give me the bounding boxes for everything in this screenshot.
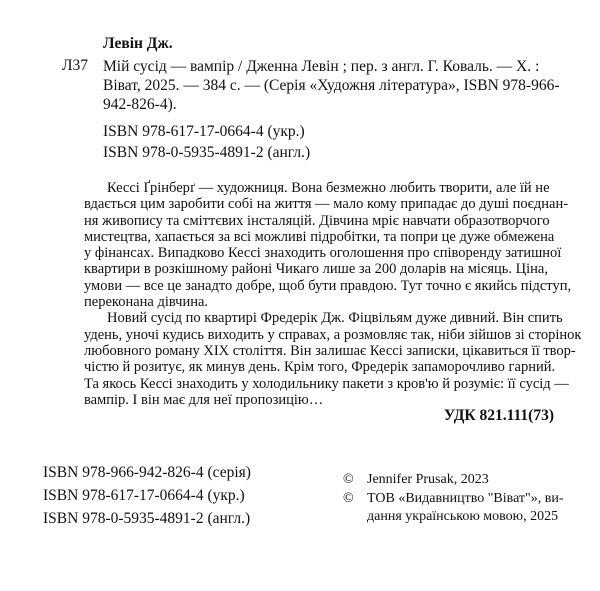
isbn-list-bottom: [43, 461, 251, 530]
annotation: [84, 180, 582, 408]
annotation-line: Новий сусід по квартирі Фредерік Дж. Фіцвільям дуже дивний. Він спить: [107, 310, 563, 327]
annotation-line: у фінансах. Випадково Кессі знаходить оголошення про співоренду затишної: [84, 245, 562, 262]
bib-line: 942-826-4).: [103, 96, 177, 113]
author-heading: Левін Дж.: [103, 35, 173, 52]
publisher-copyright: [343, 490, 568, 527]
udk-code: УДК 821.111(73): [443, 407, 554, 424]
author-copyright-text: Jennifer Prusak, 2023: [367, 472, 489, 487]
copyright-icon: ©: [343, 490, 354, 506]
annotation-line: любовного роману XIX століття. Він залишає Кессі записки, цікавиться її твор-: [84, 342, 576, 359]
annotation-line: удень, уночі кудись виходить у справах, а розмовляє так, ніби зійшов зі сторінок: [84, 326, 582, 343]
shelf-code: Л37: [62, 57, 89, 74]
copyright-icon: ©: [343, 472, 354, 487]
annotation-line: умови — все це занадто добре, щоб бути правдою. Тут точно є якийсь підступ,: [84, 277, 572, 294]
bib-line: Віват, 2025. — 384 с. — (Серія «Художня література», ISBN 978-966-: [103, 77, 560, 94]
isbn-eng: ISBN 978-0-5935-4891-2 (англ.): [103, 144, 311, 161]
annotation-line: Та якось Кессі знаходить у холодильнику пакети з кров'ю й розуміє: її сусід —: [84, 375, 569, 392]
annotation-line: мистецтва, хапається за всі можливі підробітки, та попри це дуже обмежена: [84, 228, 555, 245]
isbn-series: ISBN 978-966-942-826-4 (серія): [43, 464, 251, 481]
annotation-line: переконана дівчина.: [84, 294, 209, 311]
copyright-block: [343, 471, 568, 527]
annotation-line: квартири в розкішному районі Чикаго лише за 200 доларів на місяць. Ціна,: [84, 261, 548, 278]
isbn-eng: ISBN 978-0-5935-4891-2 (англ.): [43, 510, 251, 527]
isbn-ukr: ISBN 978-617-17-0664-4 (укр.): [103, 123, 305, 140]
annotation-line: Кессі Ґрінберґ — художниця. Вона безмежно любить творити, але їй не: [107, 180, 550, 196]
publisher-copyright-line: ТОВ «Видавництво "Віват"», ви-: [367, 490, 564, 506]
annotation-line: чістю й розитує, як минув день. Крім того, Фредерік запаморочливо гарний.: [84, 359, 556, 376]
isbn-list-top: [103, 121, 310, 163]
bib-line: Мій сусід — вампір / Дженна Левін ; пер. з англ. Г. Коваль. — Х. :: [103, 58, 540, 75]
annotation-line: вампір. І він має для неї пропозицію…: [84, 391, 324, 408]
annotation-line: вдається цим заробити собі на життя — мало кому припадає до душі поєднан-: [84, 196, 569, 213]
publisher-copyright-line: дання українською мовою, 2025: [367, 509, 559, 524]
isbn-ukr: ISBN 978-617-17-0664-4 (укр.): [43, 487, 245, 504]
annotation-line: ня живопису та сміттєвих інсталяцій. Дівчина мріє навчати образотворчого: [84, 212, 550, 229]
author-copyright: [343, 471, 568, 490]
bibliographic-description: [103, 57, 560, 114]
